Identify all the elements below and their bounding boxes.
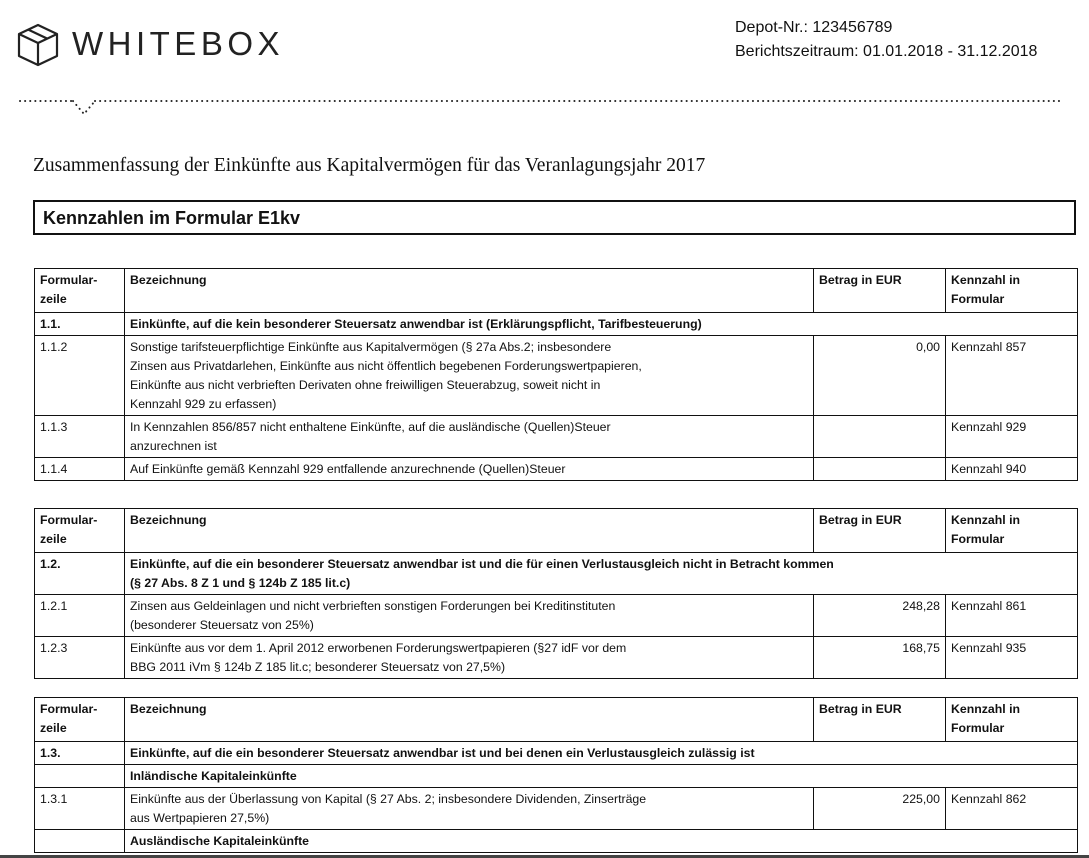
- table-row: [35, 336, 1078, 416]
- row-code: Kennzahl 862: [946, 788, 1078, 830]
- row-description: In Kennzahlen 856/857 nicht enthaltene Einkünfte, auf die ausländische (Quellen)Steuer anzurechnen ist: [125, 416, 814, 458]
- col-header-desc: Bezeichnung: [125, 698, 814, 742]
- table-header-row: [35, 698, 1078, 742]
- table-row: [35, 637, 1078, 679]
- subgroup-row: [35, 765, 1078, 788]
- row-code: Kennzahl 857: [946, 336, 1078, 416]
- row-description: Sonstige tarifsteuerpflichtige Einkünfte aus Kapitalvermögen (§ 27a Abs.2; insbesondere Zinsen aus Privatdarlehen, Einkünfte aus nicht öffentlich begebenen Forderungswertpapieren, Einkünfte aus nicht verbrieften Derivaten ohne freiwilligen Steuerabzug, soweit nicht in Kennzahl 929 zu erfassen): [125, 336, 814, 416]
- kennzahlen-table-1-3: [34, 697, 1078, 853]
- subgroup-foreign: Ausländische Kapitaleinkünfte: [125, 830, 1078, 853]
- group-description: Einkünfte, auf die ein besonderer Steuersatz anwendbar ist und die für einen Verlustausgleich nicht in Betracht kommen (§ 27 Abs. 8 Z 1 und § 124b Z 185 lit.c): [125, 553, 1078, 595]
- row-amount: 248,28: [814, 595, 946, 637]
- group-number: 1.2.: [35, 553, 125, 595]
- group-number: 1.1.: [35, 313, 125, 336]
- subgroup-spacer: [35, 765, 125, 788]
- table-row: [35, 788, 1078, 830]
- col-header-code: Kennzahl in Formular: [946, 698, 1078, 742]
- row-number: 1.3.1: [35, 788, 125, 830]
- col-header-code: Kennzahl in Formular: [946, 509, 1078, 553]
- group-description: Einkünfte, auf die kein besonderer Steuersatz anwendbar ist (Erklärungspflicht, Tarifbesteuerung): [125, 313, 1078, 336]
- group-number: 1.3.: [35, 742, 125, 765]
- col-header-line: Formular- zeile: [35, 698, 125, 742]
- row-code: Kennzahl 861: [946, 595, 1078, 637]
- depot-number: Depot-Nr.: 123456789: [735, 19, 893, 36]
- depot-info: [735, 16, 1037, 64]
- kennzahlen-table-1-1: [34, 268, 1078, 481]
- group-description: Einkünfte, auf die ein besonderer Steuersatz anwendbar ist und bei denen ein Verlustausgleich zulässig ist: [125, 742, 1078, 765]
- group-row: [35, 742, 1078, 765]
- row-number: 1.1.3: [35, 416, 125, 458]
- row-description: Einkünfte aus der Überlassung von Kapital (§ 27 Abs. 2; insbesondere Dividenden, Zinserträge aus Wertpapieren 27,5%): [125, 788, 814, 830]
- col-header-amount: Betrag in EUR: [814, 698, 946, 742]
- group-row: [35, 553, 1078, 595]
- row-amount: 168,75: [814, 637, 946, 679]
- group-row: [35, 313, 1078, 336]
- row-description: Einkünfte aus vor dem 1. April 2012 erworbenen Forderungswertpapieren (§27 idF vor dem BBG 2011 iVm § 124b Z 185 lit.c; besonderer Steuersatz von 27,5%): [125, 637, 814, 679]
- row-number: 1.1.4: [35, 458, 125, 481]
- subgroup-row: [35, 830, 1078, 853]
- row-description: Auf Einkünfte gemäß Kennzahl 929 entfallende anzurechnende (Quellen)Steuer: [125, 458, 814, 481]
- page-header: [0, 0, 1089, 120]
- subgroup-spacer: [35, 830, 125, 853]
- kennzahlen-table-1-2: [34, 508, 1078, 679]
- dotted-separator: [18, 94, 1063, 120]
- table-row: [35, 458, 1078, 481]
- table-row: [35, 595, 1078, 637]
- report-period: Berichtszeitraum: 01.01.2018 - 31.12.2018: [735, 43, 1038, 60]
- row-code: Kennzahl 935: [946, 637, 1078, 679]
- col-header-line: Formular- zeile: [35, 509, 125, 553]
- row-amount: 0,00: [814, 336, 946, 416]
- table-row: [35, 416, 1078, 458]
- row-amount: 225,00: [814, 788, 946, 830]
- table-header-row: [35, 269, 1078, 313]
- table-header-row: [35, 509, 1078, 553]
- col-header-line: Formular- zeile: [35, 269, 125, 313]
- subgroup-inland: Inländische Kapitaleinkünfte: [125, 765, 1078, 788]
- row-description: Zinsen aus Geldeinlagen und nicht verbrieften sonstigen Forderungen bei Kreditinstituten (besonderer Steuersatz von 25%): [125, 595, 814, 637]
- box-logo-icon: [16, 22, 60, 68]
- col-header-desc: Bezeichnung: [125, 269, 814, 313]
- document-title: Zusammenfassung der Einkünfte aus Kapitalvermögen für das Veranlagungsjahr 2017: [33, 155, 706, 176]
- row-code: Kennzahl 940: [946, 458, 1078, 481]
- row-amount: [814, 416, 946, 458]
- row-number: 1.2.1: [35, 595, 125, 637]
- row-code: Kennzahl 929: [946, 416, 1078, 458]
- row-number: 1.1.2: [35, 336, 125, 416]
- row-amount: [814, 458, 946, 481]
- col-header-amount: Betrag in EUR: [814, 509, 946, 553]
- section-heading: Kennzahlen im Formular E1kv: [33, 200, 1076, 235]
- logo-wordmark: WHITEBOX: [72, 25, 285, 62]
- row-number: 1.2.3: [35, 637, 125, 679]
- col-header-amount: Betrag in EUR: [814, 269, 946, 313]
- col-header-desc: Bezeichnung: [125, 509, 814, 553]
- col-header-code: Kennzahl in Formular: [946, 269, 1078, 313]
